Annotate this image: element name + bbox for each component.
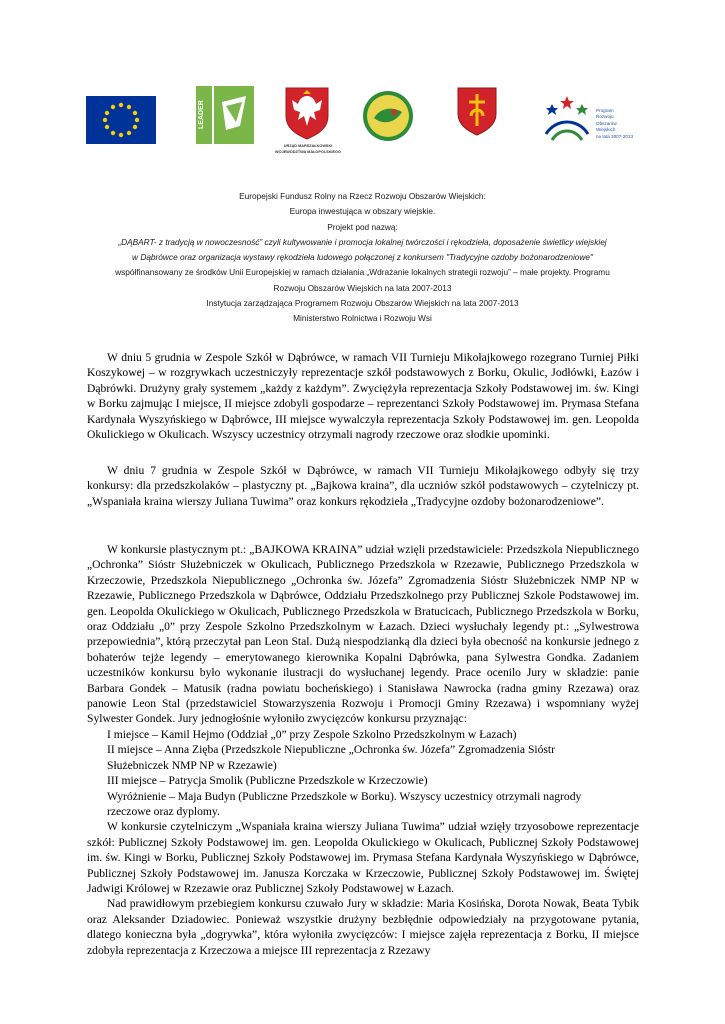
header-line5: w Dąbrówce oraz organizacja wystawy rękodzieła ludowego połączonej z konkursem "Tradycyjne ozdoby bożonarodzeniowe" (132, 252, 593, 263)
paragraph-basketball: W dniu 5 grudnia w Zespole Szkół w Dąbrówce, w ramach VII Turnieju Mikołajkowego rozegrano Turniej Piłki Koszykowej – w rozgrywkach uczestniczyły reprezentacje szkół podstawowych z Borku, Okulic, Jodłówki, Łazów i Dąbrówki. Drużyny grały systemem „każdy z każdym”. Zwyciężyła reprezentacja Szkoły Podstawowej im. św. Kingi w Borku zajmując I miejsce, II miejsce zdobyli gospodarze – reprezentanci Szkoły Podstawowej im. Prymasa Stefana Kardynała Wyszyńskiego w Dąbrówce, III miejsce wywalczyła reprezentacja Szkoły Podstawowej im. gen. Leopolda Okulickiego w Okulicach. Wszyscy uczestnicy otrzymali nagrody rzeczowe oraz słodkie upominki. (87, 351, 639, 442)
project-header (60, 189, 665, 327)
second-place-line2: Służebniczek NMP NP w Rzezawie) (107, 758, 277, 772)
header-line3: Projekt pod nazwą: (327, 221, 398, 232)
header-line6: współfinansowany ze środków Unii Europejskiej w ramach działania „Wdrażanie lokalnych strategii rozwoju” – małe projekty. Programu (115, 267, 610, 278)
prow-logo-icon (540, 94, 594, 144)
second-place-line1: II miejsce – Anna Zięba (Przedszkole Niepubliczne „Ochronka św. Józefa” Zgromadzenia Sióstr (107, 743, 556, 757)
leader-label: LEADER (198, 100, 205, 130)
logo-row (0, 86, 725, 166)
article-body-2 (87, 463, 639, 509)
paragraph-contests: W dniu 7 grudnia w Zespole Szkół w Dąbrówce, w ramach VII Turnieju Mikołajkowego odbyły się trzy konkursy: dla przedszkolaków – plastyczny pt. „Bajkowa kraina”, dla uczniów szkół podstawowych – czytelniczy pt. „Wspaniała kraina wierszy Juliana Tuwima” oraz konkurs rękodzieła „Tradycyjne ozdoby bożonarodzeniowe”. (87, 464, 639, 508)
article-body (87, 350, 639, 442)
header-line1: Europejski Fundusz Rolny na Rzecz Rozwoju Obszarów Wiejskich: (239, 191, 486, 201)
rzezawa-coat-icon (456, 86, 498, 136)
header-line2: Europa inwestująca w obszary wiejskie. (289, 206, 436, 217)
article-body-3 (87, 542, 639, 958)
distinction-line1: Wyróżnienie – Maja Budyn (Publiczne Przedszkole w Borku). Wszyscy uczestnicy otrzymali nagrody (107, 789, 582, 803)
lgd-emblem-icon (362, 90, 414, 142)
paragraph-reading-contest: W konkursie czytelniczym „Wspaniała kraina wierszy Juliana Tuwima” udział wzięły trzyosobowe reprezentacje szkół: Publicznej Szkoły Podstawowej im. gen. Leopolda Okulickiego w Okulicach, Publicznej Szkoły Podstawowej im. św. Kingi w Borku, Publicznej Szkoły Podstawowej im. Prymasa Stefana Kardynała Wyszyńskiego w Dąbrówce, Publicznej Szkoły Podstawowej im. Janusza Korczaka w Krzeczowie, Publicznej Szkoły Podstawowej im. Świętej Jadwigi Królowej w Rzezawie oraz Publicznej Szkoły Podstawowej w Łazach. (87, 820, 639, 895)
header-line4: „DĄBART- z tradycją w nowoczesność” czyli kultywowanie i promocja lokalnej twórczości i rękodzieła, doposażenie świetlicy wiejskiej (118, 236, 607, 247)
urzad-line1: URZĄD MARSZAŁKOWSKI (283, 144, 333, 148)
list-item-first-place: I miejsce – Kamil Hejmo (Oddział „0” przy Zespole Szkolno Przedszkolnym w Łazach) (107, 727, 517, 741)
prow-line3: Obszarów (596, 120, 617, 126)
list-item-third-place: III miejsce – Patrycja Smolik (Publiczne Przedszkole w Krzeczowie) (107, 774, 428, 788)
eu-flag-icon (86, 96, 156, 144)
prow-caption (596, 108, 646, 140)
paragraph-art-contest: W konkursie plastycznym pt.: „BAJKOWA KRAINA” udział wzięli przedstawiciele: Przedszkola Niepublicznego „Ochronka” Sióstr Służebniczek w Okulicach, Publicznego Przedszkola w Rzezawie, Publicznego Przedszkola w Krzeczowie, Przedszkola Niepublicznego „Ochronka św. Józefa” Zgromadzenia Sióstr Służebniczek NMP NP w Rzezawie, Publicznego Przedszkola w Dąbrówce, Oddziału Przedszkolnego przy Publicznej Szkole Podstawowej im. gen. Leopolda Okulickiego w Okulicach, Publicznego Przedszkola w Bratucicach, Publicznego Przedszkola w Borku, oraz Oddziału „0” przy Zespole Szkolno Przedszkolnym w Łazach. Dzieci wysłuchały legendy pt.: „Sylwestrowa przepowiednia”, którą przeczytał pan Leon Stal. Dużą niespodzianką dla dzieci była obecność na konkursie jednego z bohaterów tejże legendy – emerytowanego kierownika Kopalni Dąbrówka, pana Sylwestra Gondka. Zadaniem uczestników konkursu było wykonanie ilustracji do wysłuchanej legendy. Prace ocenilo Jury w składzie: panie Barbara Gondek – Matusik (radna powiatu bocheńskiego) i Stanisława Nawrocka (radna gminy Rzezawa) oraz panowie Leon Stal (przedstawiciel Stowarzyszenia Rozwoju i Promocji Gminy Rzezawa) i wspomniany wyżej Sylwester Gondek. Jury jednogłośnie wyłoniło zwycięzców konkursu przyznając: (87, 543, 639, 726)
prow-line2: Rozwoju (596, 114, 614, 120)
header-line9: Ministerstwo Rolnictwa i Rozwoju Wsi (293, 313, 432, 324)
header-line7: Rozwoju Obszarów Wiejskich na lata 2007-2013 (273, 282, 452, 293)
list-item-distinction (87, 789, 639, 820)
distinction-line2: rzeczowe oraz dyplomy. (107, 804, 220, 818)
header-line8: Instytucja zarządzająca Programem Rozwoju Obszarów Wiejskich na lata 2007-2013 (206, 298, 519, 309)
urzad-caption (256, 143, 360, 155)
paragraph-jury: Nad prawidłowym przebiegiem konkursu czuwało Jury w składzie: Maria Kosińska, Dorota Nowak, Beata Tybik oraz Aleksander Dziadowiec. Ponieważ wszystkie drużyny bezbłędnie odpowiedziały na przygotowane pytania, dlatego konieczna była „dogrywka”, która wyłoniła zwycięzców: I miejsce zajęła reprezentacja z Borku, II miejsce zdobyła reprezentacja z Krzeczowa a miejsce III reprezentacja z Rzezawy (87, 897, 639, 957)
prow-line4: Wiejskich (596, 127, 616, 133)
prow-line5: na lata 2007-2013 (596, 133, 634, 139)
prow-line1: Program (596, 108, 614, 113)
malopolska-coat-icon (284, 86, 330, 140)
list-item-second-place (87, 742, 639, 773)
urzad-line2: WOJEWÓDZTWA MAŁOPOLSKIEGO (275, 150, 341, 154)
